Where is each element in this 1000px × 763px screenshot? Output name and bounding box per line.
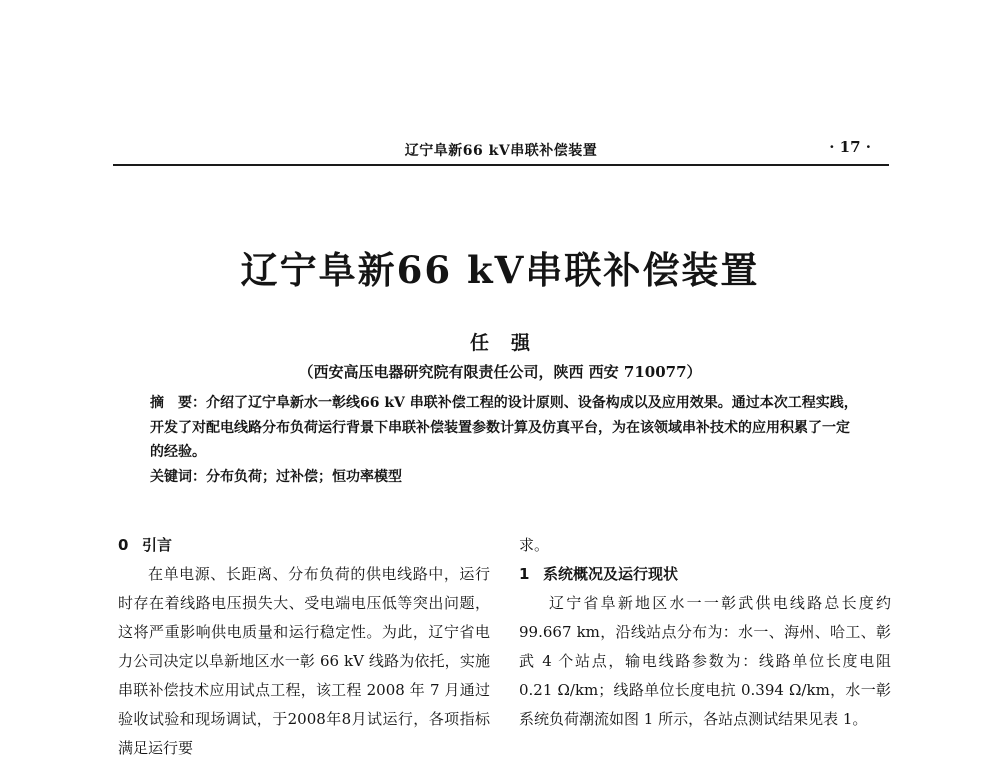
author: 任强 [469,332,552,354]
section-1-heading [519,560,891,589]
affiliation: （西安高压电器研究院有限责任公司，陕西 西安 710077） [298,363,702,381]
section-1-title: 系统概况及运行现状 [543,565,679,583]
section-0-heading [118,531,490,560]
keywords-line [150,465,862,490]
right-column [519,531,891,734]
paper-title: 辽宁阜新66 kV串联补偿装置 [240,248,760,292]
running-title: 辽宁阜新66 kV串联补偿装置 [404,143,598,159]
abstract-paragraph [150,391,862,465]
page-number: · 17 · [829,138,871,156]
section-1-number: 1 [519,565,530,583]
keywords-text: 分布负荷；过补偿；恒功率模型 [206,468,402,485]
section-1-paragraph: 辽宁省阜新地区水一一彰武供电线路总长度约99.667 km，沿线站点分布为：水一、海州、哈工、彰武 4 个站点，输电线路参数为：线路单位长度电阻 0.21 Ω/km；线路单位长度电抗 0.394 Ω/km，水一彰系统负荷潮流如图 1 所示，各站点测试结果见表 1。 [519,594,891,728]
section-0-title: 引言 [142,536,173,554]
section-0-paragraph: 在单电源、长距离、分布负荷的供电线路中，运行时存在着线路电压损失大、受电端电压低等突出问题，这将严重影响供电质量和运行稳定性。为此，辽宁省电力公司决定以阜新地区水一彰 66 kV 线路为依托，实施串联补偿技术应用试点工程，该工程 2008 年 7 月通过验收试验和现场调试，于2008年8月试运行，各项指标满足运行要 [118,565,490,757]
running-header [113,134,889,166]
abstract-label: 摘 要： [150,395,206,411]
keywords-label: 关键词： [150,468,206,485]
abstract [150,391,862,489]
continuation-text: 求。 [519,536,550,554]
abstract-text: 介绍了辽宁阜新水一彰线66 kV 串联补偿工程的设计原则、设备构成以及应用效果。通过本次工程实践，开发了对配电线路分布负荷运行背景下串联补偿装置参数计算及仿真平台，为在该领域串补技术的应用积累了一定的经验。 [150,395,858,460]
section-0-number: 0 [118,536,129,554]
left-column [118,531,490,763]
